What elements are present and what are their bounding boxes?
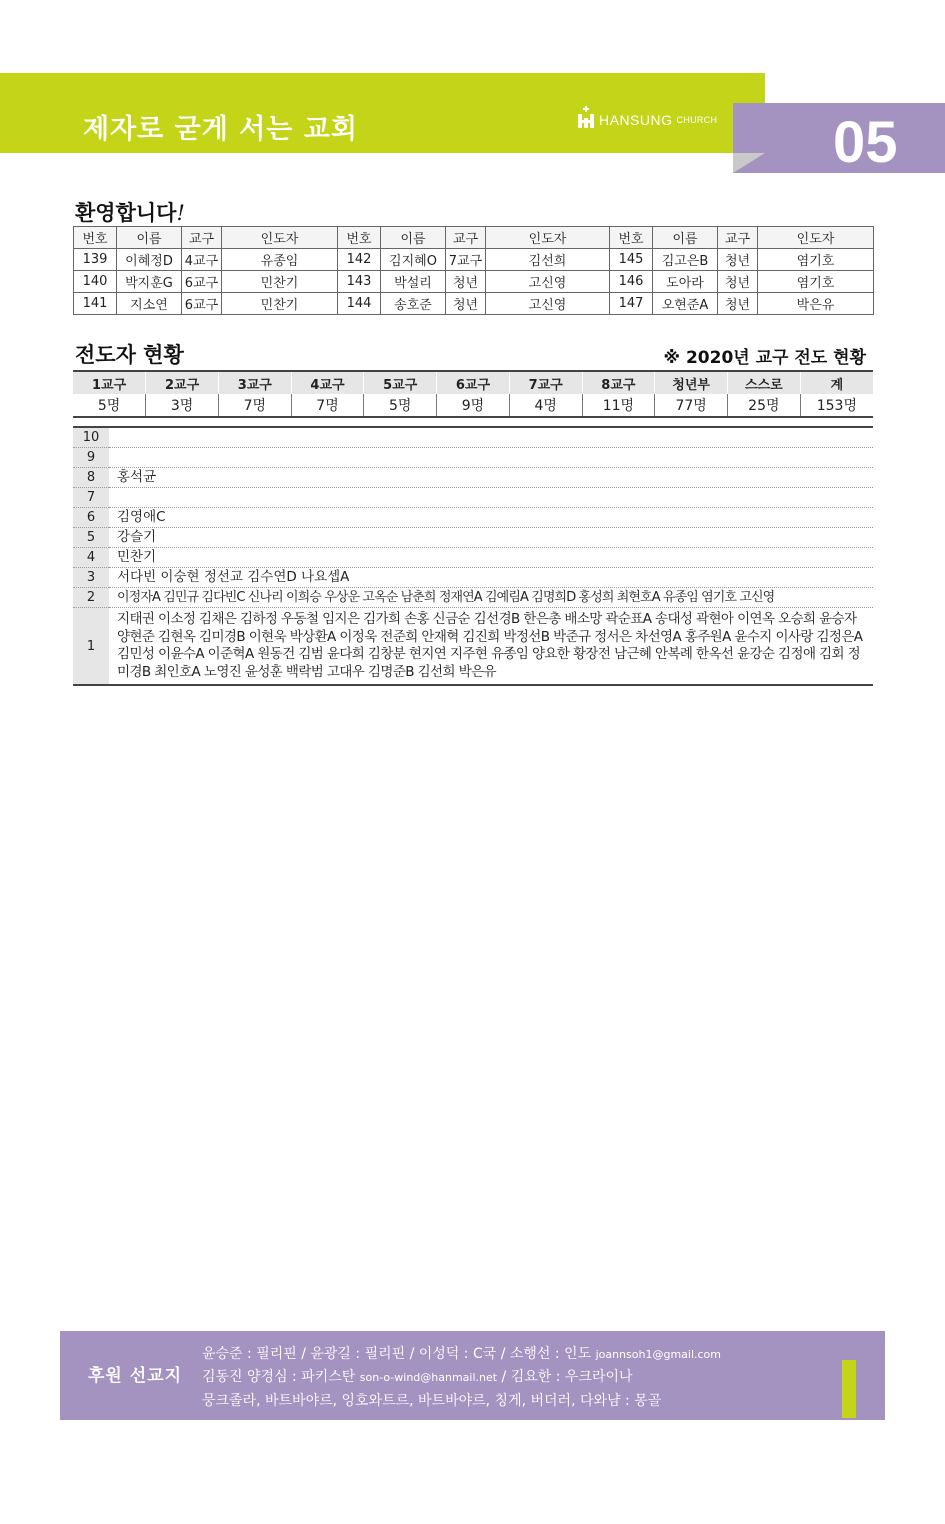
count-header-cell: 3교구 [218,371,291,394]
evangelist-title: 전도자 현황 [75,343,184,367]
welcome-header-cell: 인도자 [758,227,874,249]
footer-email-1: joannsoh1@gmail.com [595,1348,722,1361]
rank-row [73,488,873,508]
count-value-cell: 7명 [291,394,364,417]
rank-count: 1 [73,608,109,686]
welcome-cell: 청년 [718,293,758,315]
rank-row [73,528,873,548]
welcome-cell: 염기호 [758,271,874,293]
welcome-cell: 145 [610,249,653,271]
welcome-header-cell: 이름 [653,227,718,249]
rank-count: 4 [73,548,109,568]
logo-sub: CHURCH [676,115,718,125]
count-header-cell: 계 [800,371,873,394]
rank-row [73,548,873,568]
rank-row [73,448,873,468]
welcome-cell: 7교구 [446,249,486,271]
welcome-title-exclaim: ! [176,201,185,225]
welcome-cell: 민찬기 [222,293,338,315]
welcome-cell: 유종임 [222,249,338,271]
rank-names: 민찬기 [109,548,873,568]
welcome-cell: 김선희 [486,249,610,271]
rank-count: 3 [73,568,109,588]
welcome-header-cell: 번호 [74,227,117,249]
count-value-cell: 25명 [727,394,800,417]
evangelist-rank-table [73,426,873,686]
count-value-cell: 4명 [509,394,582,417]
welcome-cell: 김고은B [653,249,718,271]
welcome-cell: 민찬기 [222,271,338,293]
count-header-row [73,371,873,394]
welcome-header-cell: 인도자 [486,227,610,249]
welcome-cell: 박은유 [758,293,874,315]
rank-count: 8 [73,468,109,488]
count-header-cell: 7교구 [509,371,582,394]
welcome-cell: 박지훈G [117,271,182,293]
footer-line-3: 뭉크졸라, 바트바야르, 잉호와트르, 바트바야르, 칭게, 버더러, 다와냠 : 몽골 [202,1393,662,1409]
page-header-title: 제자로 굳게 서는 교회 [83,114,358,145]
evangelist-count-table [73,370,873,418]
count-value-cell: 11명 [582,394,655,417]
count-value-cell: 5명 [364,394,437,417]
rank-count: 9 [73,448,109,468]
rank-names: 김영애C [109,508,873,528]
welcome-header-cell: 교구 [718,227,758,249]
rank-count: 2 [73,588,109,608]
footer-line-2b-text: / 김요한 : 우크라이나 [501,1369,633,1385]
rank-count: 7 [73,488,109,508]
welcome-cell: 청년 [718,249,758,271]
rank-row [73,427,873,448]
count-header-cell: 청년부 [655,371,728,394]
welcome-cell: 6교구 [182,271,222,293]
welcome-row [74,271,874,293]
count-value-row [73,394,873,417]
welcome-cell: 지소연 [117,293,182,315]
count-value-cell: 7명 [218,394,291,417]
rank-row [73,468,873,488]
welcome-cell: 147 [610,293,653,315]
rank-names [109,488,873,508]
rank-names: 이정자A 김민규 김다빈C 신나리 이희승 우상운 고옥순 남춘희 정재연A 김예림A 김명희D 홍성희 최현호A 유종임 염기호 고신영 [109,588,873,608]
welcome-title-text: 환영합니다 [75,201,177,225]
footer-line-1-text: 윤승준 : 필리핀 / 윤광길 : 필리핀 / 이성덕 : C국 / 소행선 : 인도 [202,1346,592,1362]
evangelist-note: ※ 2020년 교구 전도 현황 [663,348,866,368]
welcome-cell: 고신영 [486,271,610,293]
count-header-cell: 5교구 [364,371,437,394]
welcome-cell: 김지혜O [381,249,446,271]
church-logo [578,112,717,128]
welcome-row [74,293,874,315]
welcome-header-row [74,227,874,249]
rank-names: 홍석균 [109,468,873,488]
church-cross-icon [578,112,594,128]
footer-email-2: son-o-wind@hanmail.net [359,1371,498,1384]
welcome-table [73,226,874,315]
rank-count: 10 [73,427,109,448]
welcome-cell: 송호준 [381,293,446,315]
rank-names: 서다빈 이숭현 정선교 김수연D 나요셉A [109,568,873,588]
welcome-header-cell: 이름 [117,227,182,249]
welcome-cell: 도아라 [653,271,718,293]
logo-name: HANSUNG [599,112,673,128]
welcome-header-cell: 번호 [610,227,653,249]
welcome-title [75,197,185,227]
welcome-cell: 144 [338,293,381,315]
count-header-cell: 6교구 [437,371,510,394]
footer-label: 후원 선교지 [88,1366,183,1386]
welcome-cell: 142 [338,249,381,271]
rank-names [109,427,873,448]
welcome-header-cell: 교구 [182,227,222,249]
welcome-cell: 140 [74,271,117,293]
footer-accent-bar [842,1360,856,1418]
count-header-cell: 1교구 [73,371,146,394]
welcome-header-cell: 번호 [338,227,381,249]
footer-line-2 [202,1366,633,1386]
rank-row [73,568,873,588]
count-value-cell: 5명 [73,394,146,417]
welcome-cell: 139 [74,249,117,271]
welcome-cell: 청년 [446,293,486,315]
welcome-row [74,249,874,271]
welcome-cell: 염기호 [758,249,874,271]
rank-count: 6 [73,508,109,528]
welcome-cell: 6교구 [182,293,222,315]
count-header-cell: 스스로 [727,371,800,394]
welcome-cell: 4교구 [182,249,222,271]
tab-fold [733,153,765,173]
welcome-header-cell: 인도자 [222,227,338,249]
count-header-cell: 8교구 [582,371,655,394]
welcome-cell: 143 [338,271,381,293]
count-header-cell: 4교구 [291,371,364,394]
count-value-cell: 153명 [800,394,873,417]
rank-row [73,608,873,686]
footer-line-2a-text: 김동진 양경심 : 파키스탄 [202,1369,356,1385]
welcome-cell: 고신영 [486,293,610,315]
count-value-cell: 9명 [437,394,510,417]
footer-line-1 [202,1343,721,1363]
welcome-header-cell: 이름 [381,227,446,249]
welcome-cell: 146 [610,271,653,293]
welcome-cell: 이혜정D [117,249,182,271]
rank-names: 지태권 이소정 김채은 김하정 우동철 임지은 김가희 손홍 신금순 김선경B 한은총 배소망 곽순표A 송대성 곽현아 이연옥 오승희 윤승자 양현준 김현옥 김미경B 이현욱 박상환A 이정욱 전준희 안재혁 김진희 박정선B 박준규 정서은 차선영A 홍주원A 윤수지 이사랑 김정은A 김민성 이윤수A 이준혁A 원동건 김범 윤다희 김창분 현지연 지주현 유종임 양요한 황장전 남근혜 안복례 한옥선 윤강순 김정애 김회 정미경B 최인호A 노영진 윤성훈 백락범 고대우 김명준B 김선희 박은유 [117,611,863,680]
count-value-cell: 77명 [655,394,728,417]
welcome-cell: 오현준A [653,293,718,315]
rank-count: 5 [73,528,109,548]
welcome-cell: 141 [74,293,117,315]
count-value-cell: 3명 [146,394,219,417]
rank-names [109,448,873,468]
rank-names: 강슬기 [109,528,873,548]
page-number: 05 [833,110,898,175]
welcome-cell: 박설리 [381,271,446,293]
welcome-header-cell: 교구 [446,227,486,249]
welcome-cell: 청년 [718,271,758,293]
welcome-cell: 청년 [446,271,486,293]
count-header-cell: 2교구 [146,371,219,394]
rank-row [73,508,873,528]
rank-row [73,588,873,608]
